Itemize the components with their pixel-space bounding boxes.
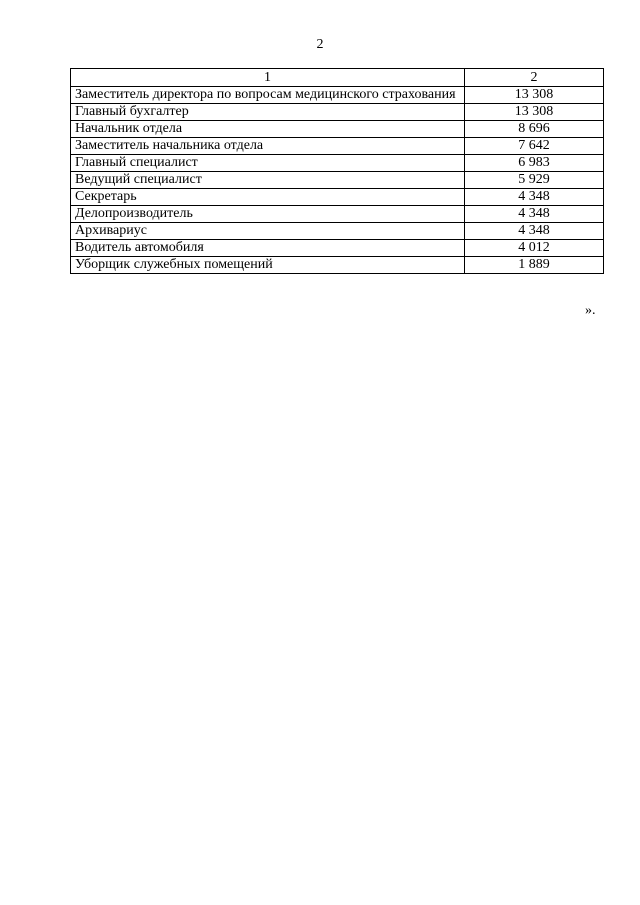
salary-amount: 4 348 [465,223,604,240]
table-row [71,240,604,257]
table-row [71,87,604,104]
position-name: Секретарь [71,189,465,206]
position-name: Главный бухгалтер [71,104,465,121]
position-name: Архивариус [71,223,465,240]
salary-table [70,68,604,274]
column-header-1: 1 [71,69,465,87]
salary-amount: 1 889 [465,257,604,274]
table-row [71,121,604,138]
position-name: Заместитель директора по вопросам медицинского страхования [71,87,465,104]
table-row [71,223,604,240]
salary-amount: 8 696 [465,121,604,138]
closing-quote-mark: ». [585,303,596,318]
position-name: Главный специалист [71,155,465,172]
position-name: Начальник отдела [71,121,465,138]
column-header-2: 2 [465,69,604,87]
salary-amount: 6 983 [465,155,604,172]
salary-amount: 13 308 [465,87,604,104]
salary-amount: 4 348 [465,206,604,223]
table-row [71,172,604,189]
position-name: Делопроизводитель [71,206,465,223]
salary-amount: 7 642 [465,138,604,155]
page-number: 2 [316,37,324,52]
position-name: Ведущий специалист [71,172,465,189]
salary-amount: 13 308 [465,104,604,121]
table-header-row [71,69,604,87]
table-row [71,206,604,223]
position-name: Заместитель начальника отдела [71,138,465,155]
table-row [71,189,604,206]
table-row [71,138,604,155]
position-name: Уборщик служебных помещений [71,257,465,274]
table-row [71,257,604,274]
table-row [71,104,604,121]
position-name: Водитель автомобиля [71,240,465,257]
salary-amount: 4 348 [465,189,604,206]
salary-amount: 4 012 [465,240,604,257]
table-row [71,155,604,172]
salary-amount: 5 929 [465,172,604,189]
